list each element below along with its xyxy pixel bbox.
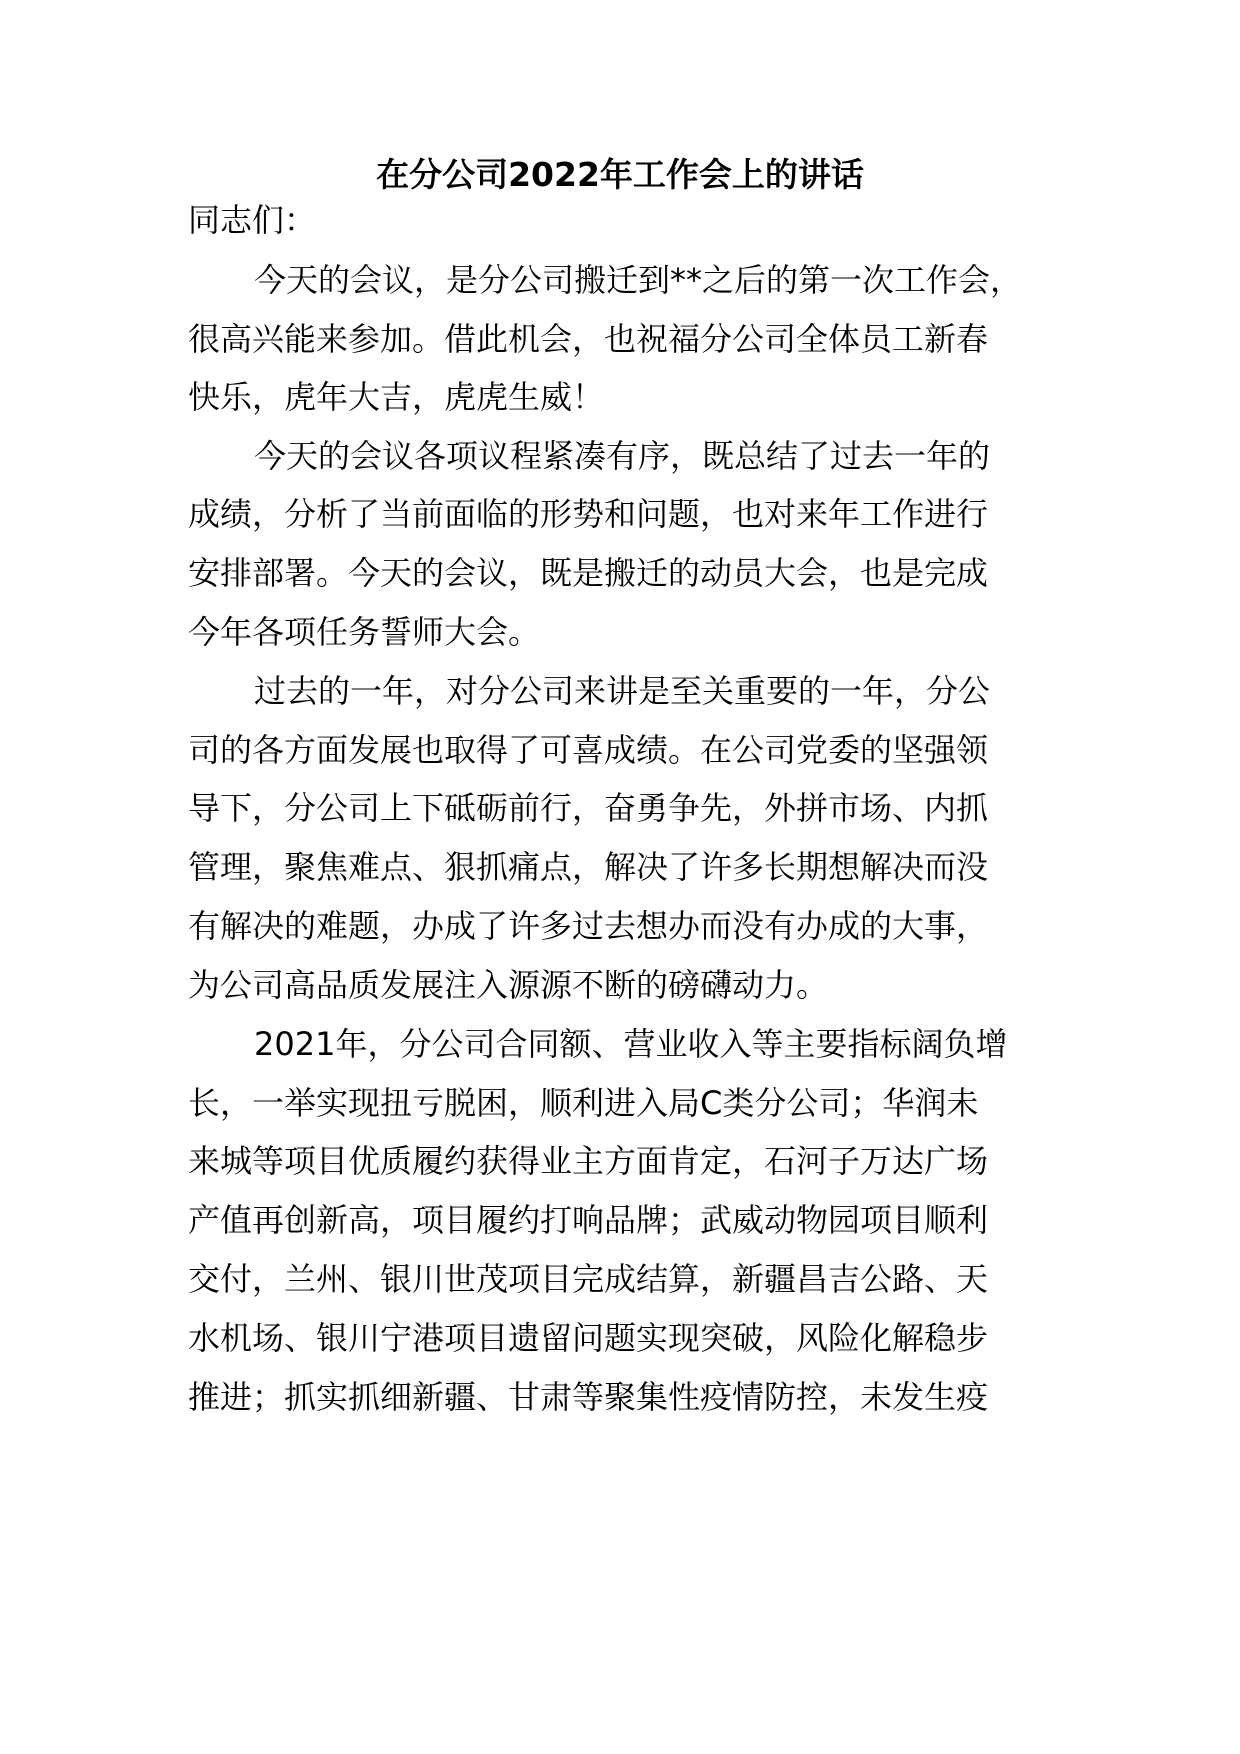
paragraph-line: 安排部署。今天的会议，既是搬迁的动员大会，也是完成: [188, 554, 989, 592]
paragraph-line: 管理，聚焦难点、狠抓痛点，解决了许多长期想解决而没: [188, 848, 989, 886]
paragraph-line: 为公司高品质发展注入源源不断的磅礴动力。: [188, 966, 829, 1004]
paragraph-line: 长，一举实现扭亏脱困，顺利进入局C类分公司；华润未: [188, 1084, 979, 1122]
paragraph-line: 水机场、银川宁港项目遗留问题实现突破，风险化解稳步: [188, 1319, 989, 1357]
document-title: 在分公司2022年工作会上的讲话: [376, 155, 864, 194]
paragraph-line: 导下，分公司上下砥砺前行，奋勇争先，外拼市场、内抓: [188, 789, 989, 827]
paragraph-line: 2021年，分公司合同额、营业收入等主要指标阔负增: [254, 1025, 1008, 1063]
paragraph-line: 成绩，分析了当前面临的形势和问题，也对来年工作进行: [188, 495, 989, 533]
paragraph-line: 今年各项任务誓师大会。: [188, 613, 541, 651]
paragraph-line: 今天的会议各项议程紧凑有序，既总结了过去一年的: [254, 437, 991, 475]
paragraph-line: 司的各方面发展也取得了可喜成绩。在公司党委的坚强领: [188, 731, 989, 769]
paragraph-line: 来城等项目优质履约获得业主方面肯定，石河子万达广场: [188, 1142, 989, 1180]
paragraph-line: 很高兴能来参加。借此机会，也祝福分公司全体员工新春: [188, 320, 989, 358]
paragraph-line: 有解决的难题，办成了许多过去想办而没有办成的大事，: [188, 907, 989, 945]
salutation: 同志们：: [188, 201, 317, 239]
paragraph-line: 快乐，虎年大吉，虎虎生威！: [188, 378, 605, 416]
paragraph-line: 过去的一年，对分公司来讲是至关重要的一年，分公: [254, 672, 991, 710]
paragraph-line: 推进；抓实抓细新疆、甘肃等聚集性疫情防控，未发生疫: [188, 1378, 989, 1416]
paragraph-line: 交付，兰州、银川世茂项目完成结算，新疆昌吉公路、天: [188, 1260, 989, 1298]
paragraph-line: 产值再创新高，项目履约打响品牌；武威动物园项目顺利: [188, 1201, 989, 1239]
paragraph-line: 今天的会议，是分公司搬迁到**之后的第一次工作会，: [254, 261, 1023, 299]
